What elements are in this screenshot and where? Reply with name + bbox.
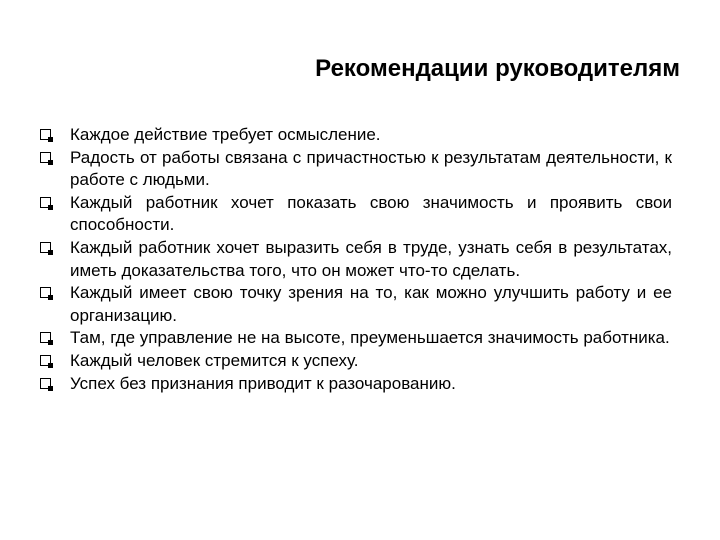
- list-item: [40, 147, 672, 192]
- list-item: [40, 327, 672, 350]
- checkbox-bullet-icon: [40, 378, 52, 390]
- list-item-text: Каждый человек стремится к успеху.: [70, 350, 359, 370]
- list-item-text: Там, где управление не на высоте, преуменьшается значимость работника.: [70, 328, 670, 348]
- recommendations-list: [40, 124, 672, 395]
- checkbox-bullet-icon: [40, 152, 52, 164]
- list-item-text: Каждый работник хочет показать свою значимость и проявить свои способности.: [70, 192, 672, 235]
- list-item-text: Каждый работник хочет выразить себя в труде, узнать себя в результатах, иметь доказательства того, что он может что-то сделать.: [70, 237, 672, 280]
- list-item-text: Успех без признания приводит к разочарованию.: [70, 373, 456, 393]
- checkbox-bullet-icon: [40, 129, 52, 141]
- checkbox-bullet-icon: [40, 197, 52, 209]
- checkbox-bullet-icon: [40, 355, 52, 367]
- checkbox-bullet-icon: [40, 242, 52, 254]
- list-item: [40, 192, 672, 237]
- list-item: [40, 282, 672, 327]
- checkbox-bullet-icon: [40, 287, 52, 299]
- list-item-text: Каждый имеет свою точку зрения на то, как можно улучшить работу и ее организацию.: [70, 283, 672, 325]
- list-item: [40, 124, 672, 147]
- list-item: [40, 350, 672, 373]
- checkbox-bullet-icon: [40, 332, 52, 344]
- slide-title: Рекомендации руководителям: [315, 55, 680, 82]
- list-item: [40, 373, 672, 396]
- list-item-text: Радость от работы связана с причастностью к результатам деятельности, к работе с людьми.: [70, 147, 672, 190]
- list-item-text: Каждое действие требует осмысление.: [70, 125, 381, 144]
- list-item: [40, 237, 672, 282]
